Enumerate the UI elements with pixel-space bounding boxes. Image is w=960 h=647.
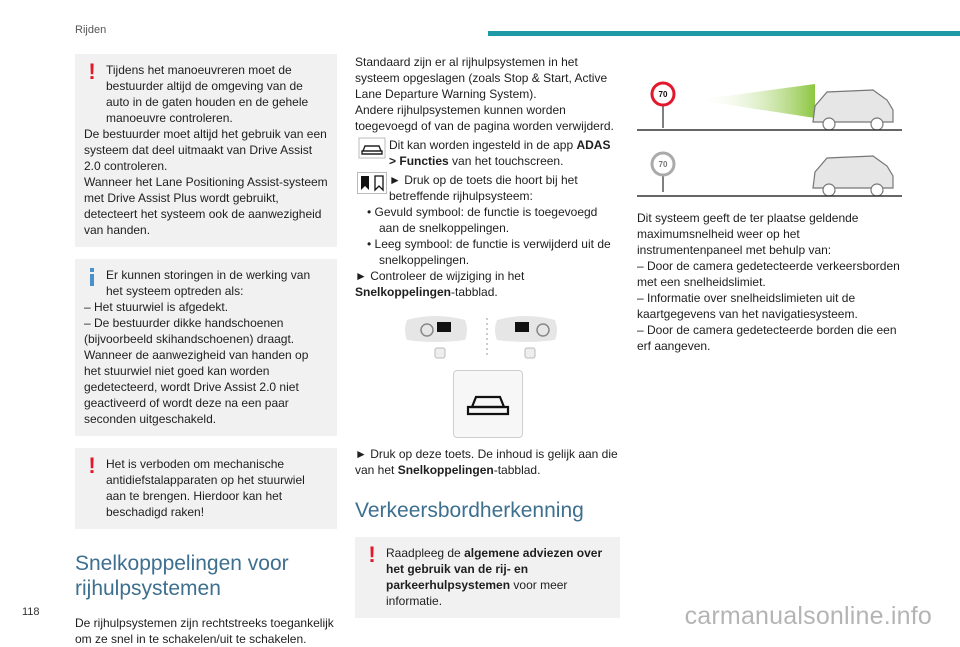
warning-exclamation-icon: ! [368, 542, 376, 567]
info-box-1 [75, 259, 337, 436]
warning-1-line2: De bestuurder moet altijd het gebruik van een systeem dat deel uitmaakt van Drive Assist 2.0 controleren. [84, 127, 327, 173]
warning-exclamation-icon: ! [88, 453, 96, 478]
step-press-key-text: ► Druk op de toets die hoort bij het betreffende rijhulpsysteem: [389, 173, 578, 203]
app-instruction-row [355, 137, 620, 169]
step-press-key-row [355, 172, 620, 204]
column-1 [75, 54, 337, 647]
shortcuts-intro: De rijhulpsystemen zijn rechtstreeks toegankelijk om ze snel in te schakelen/uit te schakelen. [75, 616, 334, 646]
paragraph-default-systems: Standaard zijn er al rijhulpsystemen in het systeem opgeslagen (zoals Stop & Start, Active Lane Departure Warning System). [355, 55, 608, 101]
info-1-text: Er kunnen storingen in de werking van het systeem optreden als: [106, 268, 311, 298]
warning-box-3 [355, 537, 620, 618]
car-icon [813, 156, 893, 188]
traffic-sign-illustration [637, 54, 902, 202]
watermark: carmanualsonline.info [684, 602, 932, 630]
warning-box-2 [75, 448, 337, 529]
column-2 [355, 54, 620, 630]
source-camera-signs: – Door de camera gedetecteerde verkeersborden met een snelheidslimiet. [637, 259, 900, 289]
bullet-empty-symbol: • Leeg symbool: de functie is verwijderd uit de snelkoppelingen. [367, 237, 611, 267]
section-heading-shortcuts: Snelkopppelingen voor rijhulpsystemen [75, 552, 289, 600]
step-check-change: ► Controleer de wijziging in het Snelkoppelingen-tabblad. [355, 269, 525, 299]
camera-beam [697, 84, 815, 118]
info-1-dash-1: – Het stuurwiel is afgedekt. [84, 300, 229, 314]
car-icon [813, 90, 893, 122]
sign-not-detected-scene [637, 153, 902, 196]
page-number: 118 [22, 606, 40, 618]
app-instruction-text: Dit kan worden ingesteld in de app ADAS > Functies van het touchscreen. [389, 138, 611, 168]
car-outline-icon [355, 137, 389, 167]
source-residential-signs: – Door de camera gedetecteerde borden die een erf aangeven. [637, 323, 897, 353]
section-heading-traffic-signs: Verkeersbordherkenning [355, 499, 584, 522]
header-accent-bar [488, 31, 960, 36]
source-navigation-data: – Informatie over snelheidslimieten uit de kaartgegevens van het navigatiesysteem. [637, 291, 858, 321]
info-1-dash-2: – De bestuurder dikke handschoenen (bijvoorbeeld skihandschoenen) draagt. [84, 316, 295, 346]
paragraph-other-systems: Andere rijhulpsystemen kunnen worden toegevoegd of van de pagina worden verwijderd. [355, 103, 614, 133]
info-1-rest: Wanneer de aanwezigheid van handen op het stuurwiel niet goed kan worden gedetecteerd, wordt Drive Assist 2.0 niet geactiveerd of wordt deze na een paar seconden uitgeschakeld. [84, 348, 309, 426]
warning-2-text: Het is verboden om mechanische antidiefstalapparaten op het stuurwiel aan te brengen. Hierdoor kan het beschadigd raken! [106, 457, 305, 519]
steering-wheel-right-icon [495, 316, 557, 358]
bookmark-icon [355, 172, 389, 202]
column-3 [637, 54, 902, 354]
shortcuts-button-icon [453, 370, 523, 438]
warning-1-line3: Wanneer het Lane Positioning Assist-systeem met Drive Assist Plus wordt gebruikt, detecteert het systeem ook de aanwezigheid van handen. [84, 175, 328, 237]
bullet-filled-symbol: • Gevuld symbool: de functie is toegevoegd aan de snelkoppelingen. [367, 205, 598, 235]
steering-wheel-illustration [355, 314, 620, 420]
warning-1-text: Tijdens het manoeuvreren moet de bestuurder altijd de omgeving van de auto in de gaten houden en de gehele manoeuvre controleren. [106, 63, 309, 125]
step-press-this-key: ► Druk op deze toets. De inhoud is gelijk aan die van het Snelkoppelingen-tabblad. [355, 447, 618, 477]
running-header: Rijden [75, 24, 107, 36]
warning-3-text: Raadpleeg de algemene adviezen over het gebruik van de rij- en parkeerhulpsystemen voor meer informatie. [386, 546, 603, 608]
warning-exclamation-icon: ! [88, 59, 96, 84]
speed-sign-grey-label: 70 [658, 160, 668, 169]
speed-sign-label: 70 [658, 90, 668, 99]
system-description: Dit systeem geeft de ter plaatse geldende maximumsnelheid weer op het instrumentenpaneel met behulp van: [637, 211, 859, 257]
warning-box-1 [75, 54, 337, 247]
sign-detected-scene [637, 83, 902, 130]
info-icon [84, 265, 100, 289]
steering-wheel-left-icon [405, 316, 467, 358]
